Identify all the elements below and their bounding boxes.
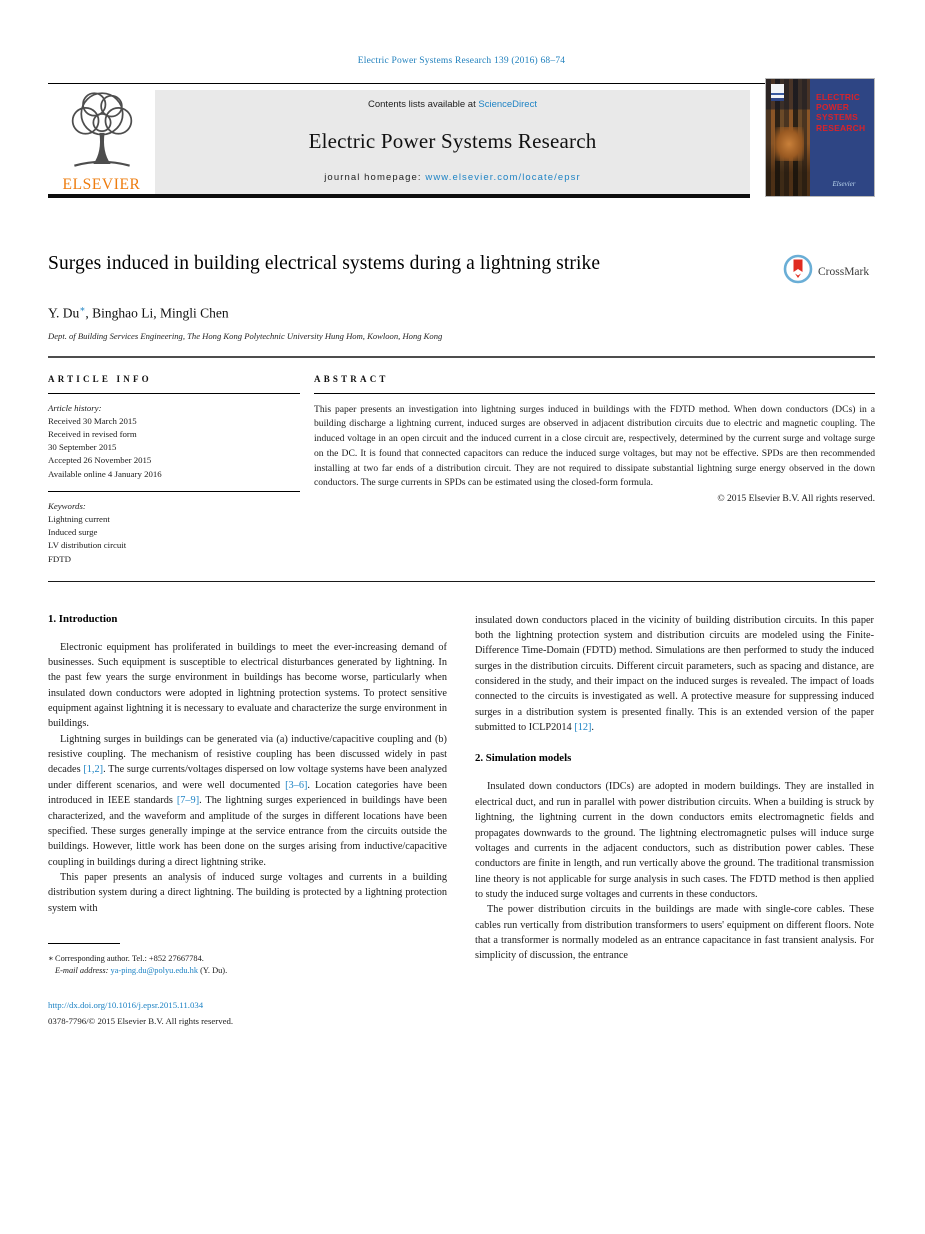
citation-link[interactable]: [12]	[574, 722, 592, 734]
crossmark-icon	[783, 254, 813, 289]
abstract-heading: ABSTRACT	[314, 373, 389, 384]
sciencedirect-link[interactable]: ScienceDirect	[478, 99, 537, 110]
left-column	[48, 613, 447, 1026]
header-thick-bar	[48, 194, 750, 198]
history-line: Received 30 March 2015	[48, 415, 137, 426]
keywords-label: Keywords:	[48, 500, 86, 511]
citation-link[interactable]: [7–9]	[176, 795, 200, 807]
copyright-line: © 2015 Elsevier B.V. All rights reserved.	[717, 493, 875, 505]
authors-line	[48, 304, 875, 322]
issn-copyright-line: 0378-7796/© 2015 Elsevier B.V. All rights reserved.	[48, 1015, 234, 1026]
cover-publisher-script: Elsevier	[832, 180, 856, 188]
journal-name: Electric Power Systems Research	[308, 128, 597, 153]
top-divider	[48, 83, 875, 84]
article-info-rule	[48, 393, 300, 394]
history-line: 30 September 2015	[48, 442, 117, 453]
journal-header	[48, 90, 875, 194]
keyword: Lightning current	[48, 513, 110, 524]
intro-paragraph-3: This paper presents an analysis of induced surge voltages and currents in a building distribution system during a direct lightning. The building is protected by a lightning protection system with	[48, 871, 447, 914]
footnote-email: E-mail address: ya-ping.du@polyu.edu.hk (Y. Du).	[55, 966, 228, 976]
journal-reference: Electric Power Systems Research 139 (2016) 68–74	[357, 56, 566, 66]
abstract-text: This paper presents an investigation into lightning surges induced in buildings with the FDTD method. When down conductors (DCs) in a building discharge a lightning current, induced surges are observed in adjacent distribution circuits due to electric and magnetic coupling. The induced voltage in an open circuit and the induced current in a close circuit are, respectively, determined by the current surge and voltage surge on the DC. It is found that connected capacitors can reduce the induced surge voltages, but may not be effective. SPDs are then recommended installing at two far ends of a distribution circuit. They are not required to dissipate substantial lightning surge energy observed in the down conductors. The surge currents in SPDs can be estimated using the closed-form formula.	[314, 403, 875, 489]
homepage-line: journal homepage: www.elsevier.com/locate/epsr	[324, 172, 581, 183]
article-history-label: Article history:	[48, 402, 102, 413]
elsevier-logo[interactable]	[48, 90, 155, 194]
history-line: Available online 4 January 2016	[48, 468, 162, 479]
journal-banner	[155, 90, 750, 194]
citation-link[interactable]: [3–6]	[285, 779, 308, 791]
email-link[interactable]: ya-ping.du@polyu.edu.hk	[110, 966, 199, 976]
intro-paragraph-1: Electronic equipment has proliferated in buildings to meet the ever-increasing demand of businesses. Such equipment is susceptible to electrical disturbances generated by lightning. In the past few years the surge environment in buildings has become worse, particularly when insulated down conductors were adopted in lightning protection systems. To protect sensitive equipment against lightning it is necessary to evaluate and characterize the surge environment in buildings.	[48, 641, 447, 730]
elsevier-tree-icon	[58, 88, 146, 175]
cover-publisher-chip-icon	[771, 84, 784, 101]
crossmark-label: CrossMark	[818, 265, 870, 278]
intro-paragraph-2: Lightning surges in buildings can be generated via (a) inductive/capacitive coupling and (b) resistive coupling. The mechanism of resistive coupling has been discussed widely in past decades [1,2]. The surge currents/voltages dispersed on low voltage systems have been analyzed under different scenarios, and were well documented [3–6]. Location categories have been introduced in IEEE standards [7–9]. The lightning surges experienced in buildings have been characterized, and the waveform and amplitude of the surges in different locations have been specified. These surges generally impinge at the service entrance from the circuits outside the buildings. However, little work has been done on the surges arising from inductive/capacitive coupling in buildings during a direct lightning strike.	[48, 733, 447, 868]
article-info-heading: ARTICLE INFO	[48, 373, 152, 384]
keywords-divider	[48, 491, 300, 492]
journal-homepage-link[interactable]: www.elsevier.com/locate/epsr	[425, 172, 581, 183]
abstract-rule	[314, 393, 875, 394]
keyword: Induced surge	[48, 527, 98, 538]
contents-line: Contents lists available at ScienceDirect	[368, 99, 537, 110]
simulation-paragraph-2: The power distribution circuits in the buildings are made with single-core cables. These cables run vertically from distribution transformers to users' equipment on different floors. Note that a transformer is normally modeled as an entrance capacitance in fast transient analysis. For simplicity of discussion, the entrance	[475, 904, 874, 962]
cover-photo-highlight	[774, 127, 804, 161]
abstract-bottom-divider	[48, 581, 875, 582]
abstract-column	[314, 358, 875, 566]
article-title: Surges induced in building electrical systems during a lightning strike	[48, 253, 601, 274]
author-corresponding: Y. Du	[48, 305, 80, 321]
section-heading-introduction: 1. Introduction	[48, 612, 118, 625]
footnote-area	[48, 943, 447, 1026]
doi-link[interactable]: http://dx.doi.org/10.1016/j.epsr.2015.11.034	[48, 999, 204, 1010]
keyword: FDTD	[48, 553, 71, 564]
section-heading-simulation-models: 2. Simulation models	[475, 752, 572, 765]
footnote-rule	[48, 943, 120, 944]
cover-title: ELECTRIC POWER SYSTEMS RESEARCH	[816, 92, 866, 133]
intro-paragraph-3-continued: insulated down conductors placed in the vicinity of building distribution circuits. In this paper both the lightning protection system and distribution circuits are modeled using the Finite-Difference Time-Domain (FDTD) method. Simulations are then performed to study the induced surges in the distribution circuits. Different circuit parameters, such as spacing and distance, are considered in the study, and their impact on the induced surges is revealed. The impact of loads connected to the circuits is investigated as well. A protective measure for suppressing induced surges in a distribution system is presented finally. This is an extended version of the paper submitted to ICLP2014 [12].	[475, 614, 874, 734]
keyword: LV distribution circuit	[48, 540, 127, 551]
history-line: Received in revised form	[48, 428, 137, 439]
affiliation: Dept. of Building Services Engineering, The Hong Kong Polytechnic University Hung Hom, Kowloon, Hong Kong	[48, 330, 443, 341]
authors-rest: , Binghao Li, Mingli Chen	[85, 305, 229, 321]
journal-cover-thumbnail[interactable]	[765, 78, 875, 197]
history-line: Accepted 26 November 2015	[48, 455, 152, 466]
corresponding-author-asterisk[interactable]: ∗	[79, 304, 86, 314]
citation-link[interactable]: [1,2]	[83, 764, 104, 776]
footnote-asterisk: ∗	[48, 953, 54, 963]
article-info-column	[48, 358, 300, 566]
footnote-corresponding: ∗Corresponding author. Tel.: +852 27667784.	[48, 953, 447, 966]
right-column	[475, 613, 874, 1026]
elsevier-wordmark: ELSEVIER	[62, 175, 141, 193]
simulation-paragraph-1: Insulated down conductors (IDCs) are adopted in modern buildings. They are installed in electrical duct, and run in parallel with power distribution circuits. When a building is struck by lightning, the lightning current in the down conductors emits electromagnetic fields and propagates downwards to the ground. The lightning electromagnetic pulses will induce surge voltages and currents in the adjacent conductors, such as distribution power cables. These conductors are finite in length, and run vertically above the ground. The traditional transmission line theory is not applicable for surge analysis in such cases. The FDTD method is then applied to study the induced surge voltages and currents in these conductors.	[475, 781, 874, 900]
crossmark-badge[interactable]	[783, 254, 875, 289]
